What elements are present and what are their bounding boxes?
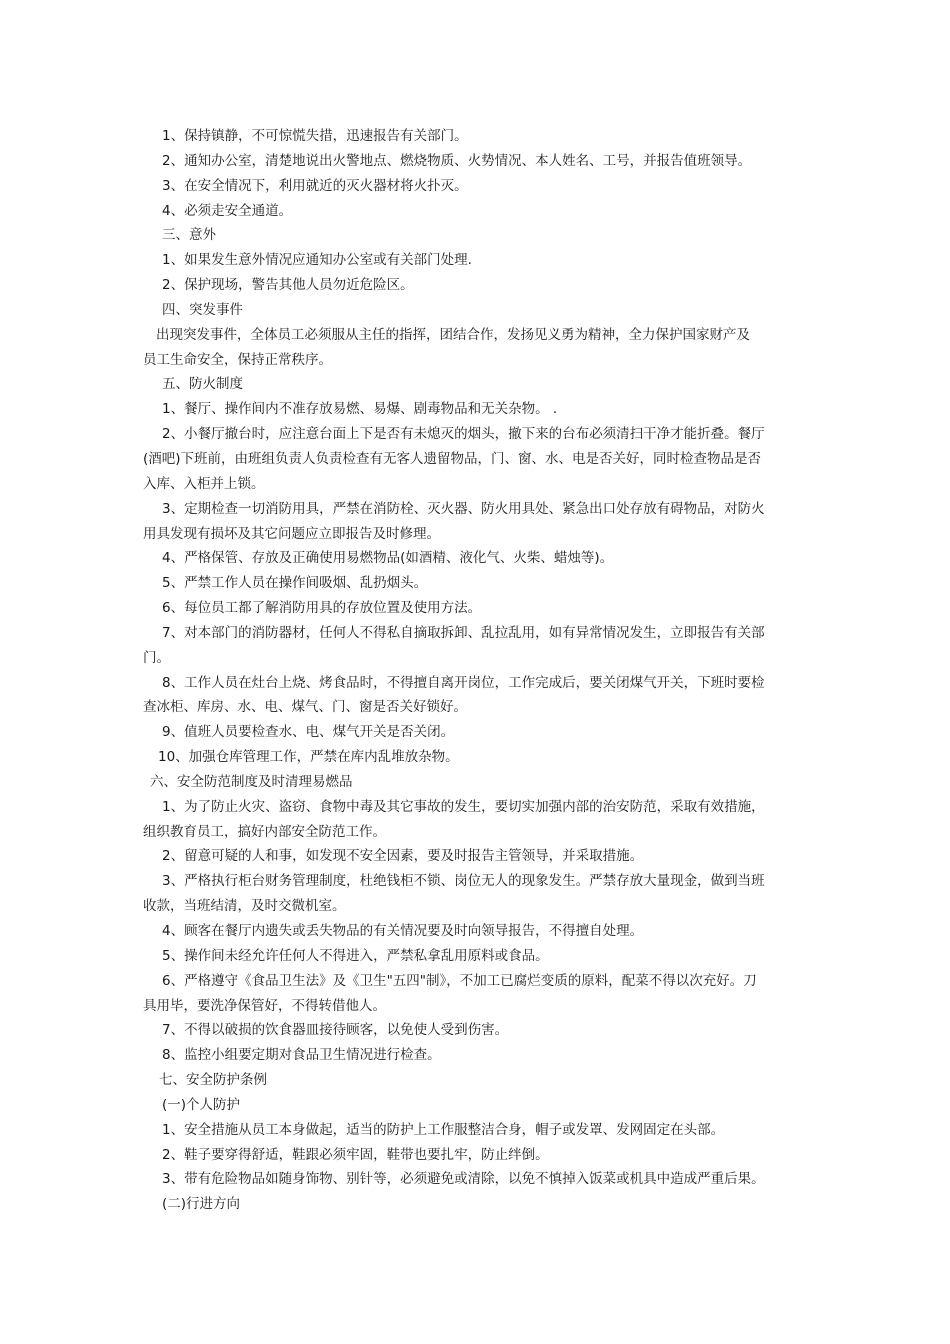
text-line: 3、带有危险物品如随身饰物、别针等，必须避免或清除，以免不慎掉入饭菜或机具中造成严重后果。	[162, 1171, 765, 1188]
text-line: 3、严格执行柜台财务管理制度，杜绝钱柜不锁、岗位无人的现象发生。严禁存放大量现金，做到当班	[162, 873, 765, 890]
section-heading: 三、意外	[162, 227, 216, 244]
text-line: 5、严禁工作人员在操作间吸烟、乱扔烟头。	[162, 575, 428, 592]
text-line: 6、严格遵守《食品卫生法》及《卫生"五四"制》，不加工已腐烂变质的原料，配菜不得以次充好。刀	[162, 972, 757, 989]
text-line: 3、定期检查一切消防用具，严禁在消防栓、灭火器、防火用具处、紧急出口处存放有碍物品，对防火	[162, 500, 765, 517]
text-line: 8、监控小组要定期对食品卫生情况进行检查。	[162, 1047, 441, 1064]
text-line: 查冰柜、库房、水、电、煤气、门、窗是否关好锁好。	[143, 699, 467, 716]
text-line: 2、保护现场，警告其他人员勿近危险区。	[162, 277, 414, 294]
text-line: 4、必须走安全通道。	[162, 202, 293, 219]
text-line: 1、餐厅、操作间内不准存放易燃、易爆、剧毒物品和无关杂物。 .	[162, 401, 558, 418]
text-line: 5、操作间未经允许任何人不得进入，严禁私拿乱用原料或食品。	[162, 947, 549, 964]
text-line: 2、鞋子要穿得舒适，鞋跟必须牢固，鞋带也要扎牢，防止绊倒。	[162, 1146, 549, 1163]
text-line: 9、值班人员要检查水、电、煤气开关是否关闭。	[162, 724, 455, 741]
text-line: 4、顾客在餐厅内遗失或丢失物品的有关情况要及时向领导报告，不得擅自处理。	[162, 923, 644, 939]
section-heading: 五、防火制度	[162, 376, 243, 393]
text-line: 收款，当班结清，及时交微机室。	[143, 898, 346, 915]
text-line: 2、通知办公室，清楚地说出火警地点、燃烧物质、火势情况、本人姓名、工号，并报告值班领导。	[162, 152, 752, 169]
text-line: 1、为了防止火灾、盗窃、食物中毒及其它事故的发生，要切实加强内部的治安防范，采取有效措施，	[162, 798, 765, 815]
text-line: 3、在安全情况下，利用就近的灭火器材将火扑灭。	[162, 177, 468, 194]
text-line: 6、每位员工都了解消防用具的存放位置及使用方法。	[162, 600, 482, 617]
text-line: 1、保持镇静，不可惊慌失措，迅速报告有关部门。	[162, 128, 468, 144]
document-body	[143, 124, 808, 1217]
text-line: 4、严格保管、存放及正确使用易燃物品(如酒精、液化气、火柴、蜡烛等)。	[162, 550, 614, 567]
text-line: 门。	[143, 649, 170, 666]
section-heading: 七、安全防护条例	[159, 1072, 267, 1089]
text-line: 7、对本部门的消防器材，任何人不得私自摘取拆卸、乱拉乱用，如有异常情况发生，立即报告有关部	[162, 624, 765, 641]
section-heading: 四、突发事件	[162, 301, 243, 318]
text-line: 1、安全措施从员工本身做起，适当的防护上工作服整洁合身，帽子或发罩、发网固定在头部。	[162, 1121, 725, 1138]
section-heading: 六、安全防范制度及时清理易燃品	[150, 773, 353, 790]
subsection-heading: (一)个人防护	[162, 1096, 241, 1113]
subsection-heading: (二)行进方向	[162, 1196, 241, 1213]
text-line: 出现突发事件，全体员工必须服从主任的指挥，团结合作，发扬见义勇为精神，全力保护国家财产及	[156, 326, 750, 343]
text-line: 2、小餐厅撤台时，应注意台面上下是否有未熄灭的烟头，撤下来的台布必须清扫干净才能折叠。餐厅	[162, 426, 765, 443]
text-line: 2、留意可疑的人和事，如发现不安全因素，要及时报告主管领导，并采取措施。	[162, 848, 644, 865]
text-line: 7、不得以破损的饮食器皿接待顾客，以免使人受到伤害。	[162, 1022, 509, 1039]
text-line: (酒吧)下班前，由班组负责人负责检查有无客人遗留物品，门、窗、水、电是否关好，同时检查物品是否	[143, 450, 762, 467]
text-line: 具用毕，要洗净保管好，不得转借他人。	[143, 997, 386, 1014]
text-line: 1、如果发生意外情况应通知办公室或有关部门处理.	[162, 252, 472, 269]
text-line: 用具发现有损坏及其它问题应立即报告及时修理。	[143, 525, 440, 542]
text-line: 组织教育员工，搞好内部安全防范工作。	[143, 823, 386, 840]
text-line: 入库、入柜并上锁。	[143, 475, 265, 492]
text-line: 8、工作人员在灶台上烧、烤食品时，不得擅自离开岗位，工作完成后，要关闭煤气开关，下班时要检	[162, 674, 765, 691]
text-line: 员工生命安全，保持正常秩序。	[143, 351, 332, 368]
text-line: 10、加强仓库管理工作，严禁在库内乱堆放杂物。	[158, 749, 459, 766]
